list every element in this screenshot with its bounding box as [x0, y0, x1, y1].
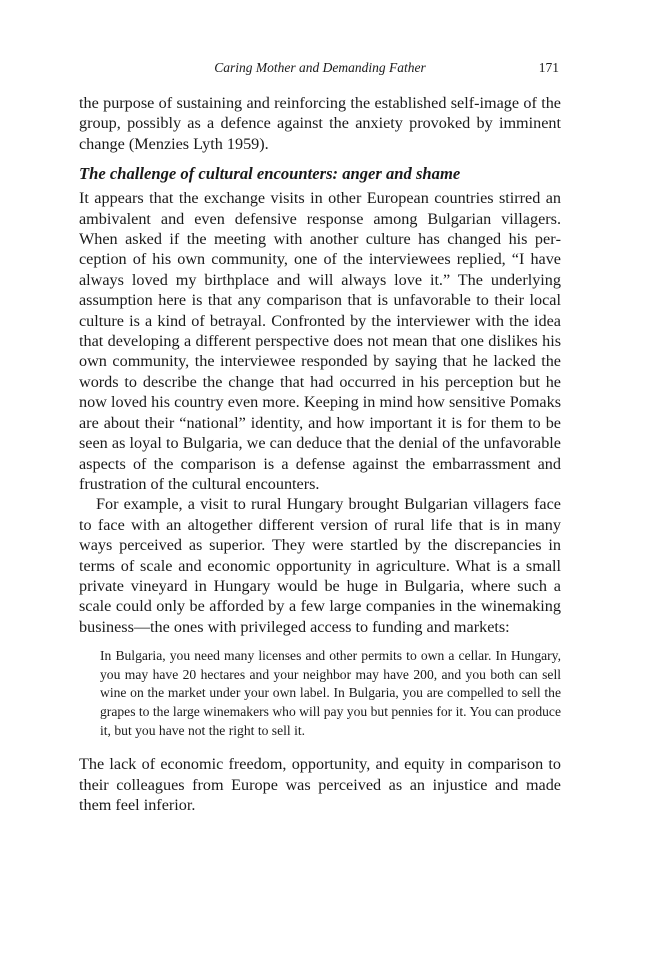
page-number: 171 — [538, 60, 559, 75]
paragraph-conclusion: The lack of economic freedom, opportunity, and equity in comparison to their colleagues from Europe was perceived as an injustice and made them feel inferior. — [79, 755, 561, 814]
interview-quote: In Bulgaria, you need many licenses and other permits to own a cellar. In Hungary, you may have 20 hectares and your neighbor may have 200, and you both can sell wine on the market under your own label. In Bulgaria, you are compelled to sell the grapes to the large winemakers who will pay you but pennies for it. You can produce it, but you have not the right to sell it. — [100, 648, 561, 738]
paragraph-continuation: the purpose of sustaining and reinforcing the established self-image of the group, possibly as a defence against the anxiety provoked by imminent change (Menzies Lyth 1959). — [79, 94, 561, 153]
paragraph-hungary-visit: For example, a visit to rural Hungary brought Bulgarian villagers face to face with an altogether different version of rural life that is in many ways perceived as superior. They were startled by the discrepancies in terms of scale and economic opportunity in agriculture. What is a small private vineyard in Hungary would be huge in Bulgaria, where such a scale could only be afforded by a few large companies in the winemaking business—the ones with privileged access to funding and markets: — [79, 495, 561, 636]
running-title: Caring Mother and Demanding Father — [214, 60, 426, 75]
running-head — [79, 60, 561, 82]
book-page — [79, 60, 561, 815]
paragraph-exchange-visits: It appears that the exchange visits in other European countries stirred an ambivalent and even defensive response among Bulgarian villagers. When asked if the meeting with another culture has changed his perception of his own community, one of the interviewees replied, “I have always loved my birthplace and will always love it.” The underlying assumption here is that any comparison that is unfavorable to their local culture is a kind of betrayal. Confronted by the interviewer with the idea that developing a different perspective does not mean that one dislikes his own community, the interviewee responded by saying that he lacked the words to describe the change that had occurred in his perception but he now loved his country even more. Keeping in mind how sensitive Pomaks are about their “national” identity, and how important it is for them to be seen as loyal to Bulgaria, we can deduce that the denial of the unfavorable aspects of the comparison is a defense against the embarrassment and frustration of the cultural encounters. — [79, 189, 561, 493]
section-heading: The challenge of cultural encounters: anger and shame — [79, 164, 461, 184]
